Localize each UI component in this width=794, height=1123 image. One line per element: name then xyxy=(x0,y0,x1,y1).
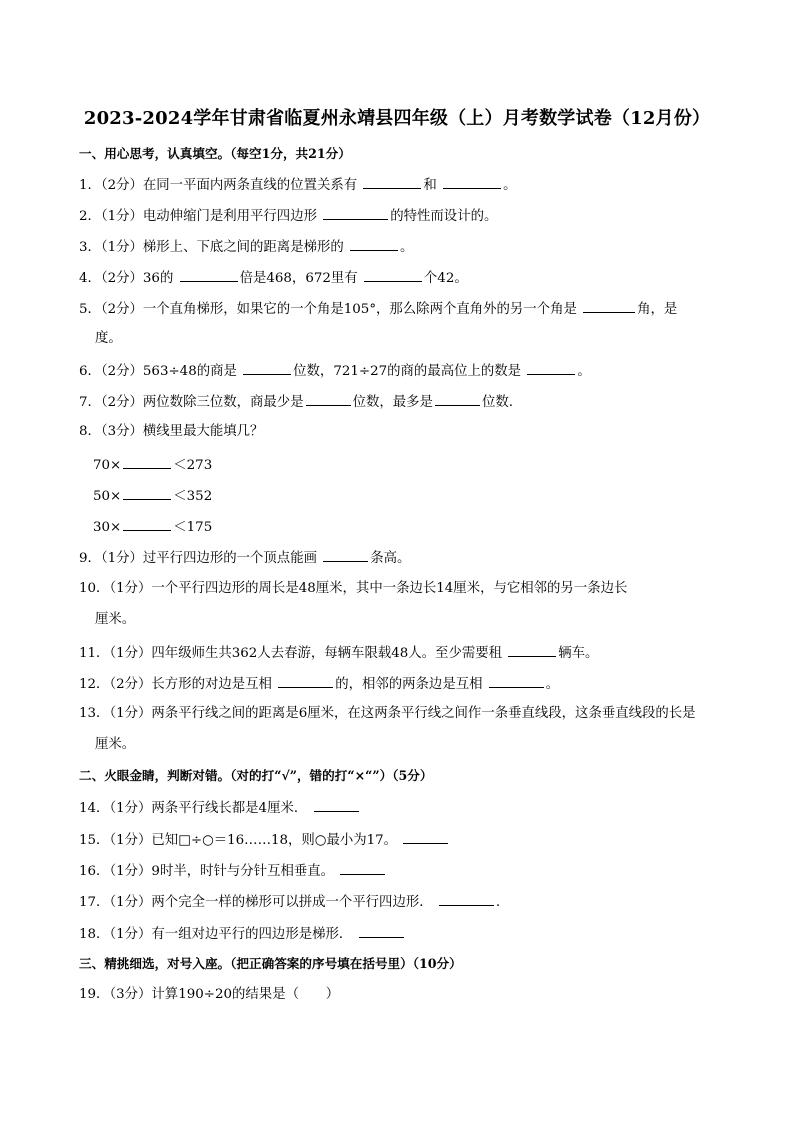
question-4 xyxy=(79,268,468,288)
question-11-text-end: 辆车。 xyxy=(558,646,599,661)
question-1-text-mid: 和 xyxy=(423,178,442,193)
question-17 xyxy=(79,892,500,912)
question-10: 10．（1分）一个平行四边形的周长是48厘米，其中一条边长14厘米，与它相邻的另一条边长 xyxy=(79,581,628,596)
question-17-text-end: . xyxy=(495,895,501,910)
question-18-text: 18．（1分）有一组对边平行的四边形是梯形． xyxy=(79,927,353,942)
question-11 xyxy=(79,643,598,663)
answer-blank[interactable] xyxy=(489,674,544,688)
question-9 xyxy=(79,548,410,568)
question-9-text-end: 条高。 xyxy=(370,551,411,566)
answer-blank[interactable] xyxy=(278,674,333,688)
answer-blank[interactable] xyxy=(123,455,171,469)
question-12 xyxy=(79,674,559,694)
answer-blank[interactable] xyxy=(435,392,480,406)
question-8-row-text: 50× xyxy=(93,489,122,504)
answer-blank[interactable] xyxy=(323,548,368,562)
question-6-text-end: 。 xyxy=(577,364,591,379)
answer-blank[interactable] xyxy=(583,299,635,313)
answer-blank[interactable] xyxy=(243,361,291,375)
question-3-text-end: 。 xyxy=(400,240,414,255)
answer-blank[interactable] xyxy=(180,268,238,282)
question-6-text: 6．（2分）563÷48的商是 xyxy=(79,364,242,379)
question-14 xyxy=(79,798,361,818)
question-8-row-text-end: ＜273 xyxy=(173,458,213,473)
question-15-text: 15．（1分）已知□÷○＝16……18，则○最小为17。 xyxy=(79,833,398,848)
question-18 xyxy=(79,924,406,944)
question-14-text: 14．（1分）两条平行线长都是4厘米． xyxy=(79,801,308,816)
question-8: 8．（3分）横线里最大能填几？ xyxy=(79,424,264,439)
answer-blank[interactable] xyxy=(350,237,398,251)
question-7-text: 7．（2分）两位数除三位数，商最少是 xyxy=(79,395,304,410)
answer-blank[interactable] xyxy=(508,643,556,657)
question-4-text-end: 个42。 xyxy=(423,271,468,286)
answer-blank[interactable] xyxy=(363,175,421,189)
question-1-text: 1．（2分）在同一平面内两条直线的位置关系有 xyxy=(79,178,362,193)
question-12-text-mid: 的，相邻的两条边是互相 xyxy=(335,677,487,692)
question-9-text: 9．（1分）过平行四边形的一个顶点能画 xyxy=(79,551,322,566)
exam-title: 2023-2024学年甘肃省临夏州永靖县四年级（上）月考数学试卷（12月份） xyxy=(83,108,711,129)
answer-blank[interactable] xyxy=(439,892,494,906)
section-1-heading: 一、用心思考，认真填空。（每空1分，共21分） xyxy=(79,146,351,161)
question-19: 19．（3分）计算190÷20的结果是（ ） xyxy=(79,987,340,1002)
question-8-row xyxy=(93,455,212,475)
question-10-continuation: 厘米。 xyxy=(95,612,136,627)
question-3 xyxy=(79,237,413,257)
section-3-heading: 三、精挑细选，对号入座。（把正确答案的序号填在括号里）（10分） xyxy=(79,956,462,971)
question-5-text-end: 角，是 xyxy=(637,302,678,317)
question-2-text: 2．（1分）电动伸缩门是利用平行四边形 xyxy=(79,209,322,224)
question-2 xyxy=(79,206,497,226)
question-17-text: 17．（1分）两个完全一样的梯形可以拼成一个平行四边形． xyxy=(79,895,433,910)
question-5 xyxy=(79,299,677,319)
question-4-text: 4．（2分）36的 xyxy=(79,271,178,286)
question-15 xyxy=(79,830,450,850)
question-11-text: 11．（1分）四年级师生共362人去春游，每辆车限载48人。至少需要租 xyxy=(79,646,507,661)
question-8-row-text-end: ＜352 xyxy=(173,489,213,504)
question-3-text: 3．（1分）梯形上、下底之间的距离是梯形的 xyxy=(79,240,349,255)
question-6-text-mid: 位数，721÷27的商的最高位上的数是 xyxy=(293,364,526,379)
question-8-row-text: 70× xyxy=(93,458,122,473)
question-2-text-end: 的特性而设计的。 xyxy=(390,209,498,224)
section-2-heading: 二、火眼金睛，判断对错。（对的打“√”，错的打“×“”）（5分） xyxy=(79,768,433,783)
question-12-text: 12．（2分）长方形的对边是互相 xyxy=(79,677,277,692)
question-12-text-end: 。 xyxy=(545,677,560,692)
question-6 xyxy=(79,361,591,381)
question-7-text-end: 位数. xyxy=(481,395,513,410)
answer-blank[interactable] xyxy=(314,798,359,812)
question-8-row xyxy=(93,486,212,506)
answer-blank[interactable] xyxy=(403,830,448,844)
question-13: 13．（1分）两条平行线之间的距离是6厘米，在这两条平行线之间作一条垂直线段，这条垂直线段的长是 xyxy=(79,706,696,721)
answer-blank[interactable] xyxy=(364,268,422,282)
question-1 xyxy=(79,175,516,195)
question-8-row-text-end: ＜175 xyxy=(173,520,213,535)
question-8-row xyxy=(93,517,212,537)
answer-blank[interactable] xyxy=(323,206,388,220)
answer-blank[interactable] xyxy=(306,392,351,406)
answer-blank[interactable] xyxy=(359,924,404,938)
question-13-continuation: 厘米。 xyxy=(95,737,136,752)
question-1-text-end: 。 xyxy=(503,178,517,193)
question-16 xyxy=(79,861,387,881)
question-5-continuation: 度。 xyxy=(95,331,122,346)
question-7-text-mid: 位数，最多是 xyxy=(352,395,433,410)
question-8-row-text: 30× xyxy=(93,520,122,535)
answer-blank[interactable] xyxy=(340,861,385,875)
question-5-text: 5．（2分）一个直角梯形，如果它的一个角是105°，那么除两个直角外的另一个角是 xyxy=(79,302,582,317)
answer-blank[interactable] xyxy=(527,361,575,375)
answer-blank[interactable] xyxy=(443,175,501,189)
question-16-text: 16．（1分）9时半，时针与分针互相垂直。 xyxy=(79,864,335,879)
question-7 xyxy=(79,392,513,412)
question-4-text-mid: 倍是468，672里有 xyxy=(239,271,362,286)
answer-blank[interactable] xyxy=(123,486,171,500)
answer-blank[interactable] xyxy=(123,517,171,531)
